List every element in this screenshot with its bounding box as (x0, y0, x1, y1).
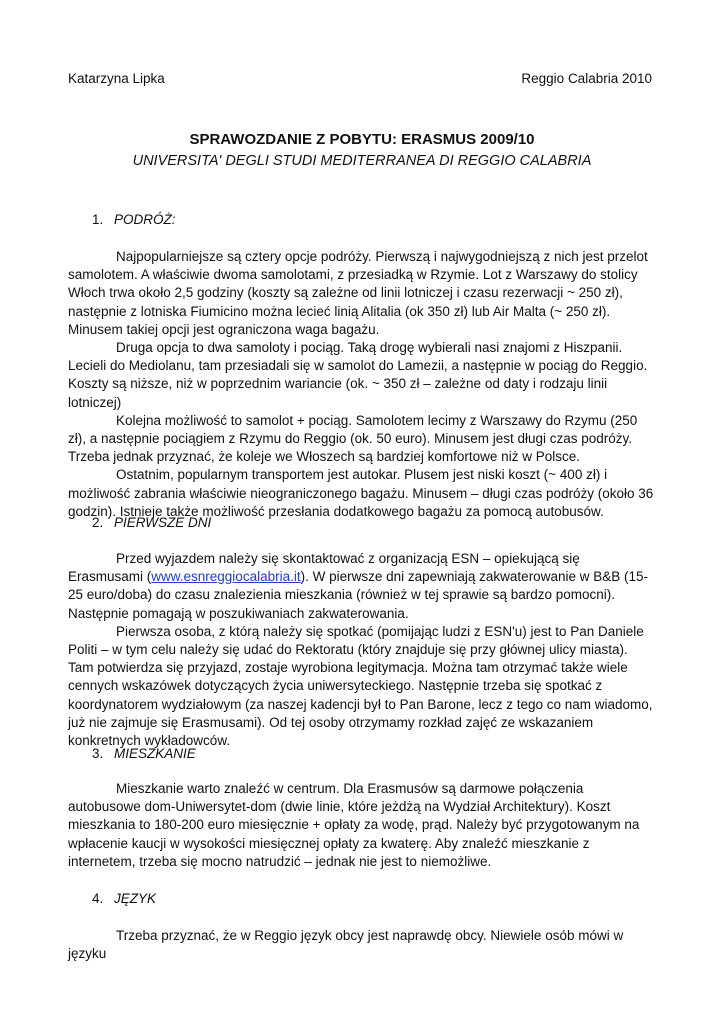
section-title: PIERWSZE DNI (114, 515, 212, 530)
paragraph (68, 550, 654, 623)
paragraph: Druga opcja to dwa samoloty i pociąg. Taką drogę wybierali nasi znajomi z Hiszpanii. Lecieli do Mediolanu, tam przesiadali się w samolot do Lamezii, a następnie w pociąg do Reggio. Koszty są niższe, niż w poprzednim wariancie (ok. ~ 350 zł – zależne od daty i rodzaju linii lotniczej) (68, 340, 648, 410)
title-block (0, 130, 724, 172)
document-title: SPRAWOZDANIE Z POBYTU: ERASMUS 2009/10 (189, 131, 535, 148)
paragraph: Ostatnim, popularnym transportem jest autokar. Plusem jest niski koszt (~ 400 zł) i możliwość zabrania właściwie nieograniczonego bagażu. Minusem – długi czas podróży (około 36 godzin). Istnieje także możliwość przesłania dodatkowego bagażu za pomocą autobusów. (68, 467, 654, 519)
section-heading-travel (92, 211, 176, 229)
page-header (68, 70, 652, 88)
paragraph: Mieszkanie warto znaleźć w centrum. Dla Erasmusów są darmowe połączenia autobusowe dom-Uniwersytet-dom (dwie linie, które jeżdżą na Wydział Architektury). Koszt mieszkania to 180-200 euro miesięcznie + opłaty za wodę, prąd. Należy być przygotowanym na wpłacenie kaucji w wysokości miesięcznej opłaty za kwaterę. Aby znaleźć mieszkanie z internetem, trzeba się mocno natrudzić – jednak nie jest to niemożliwe. (68, 781, 640, 869)
section-body-language (68, 927, 654, 963)
section-title: MIESZKANIE (114, 746, 196, 761)
esn-website-link[interactable]: www.esnreggiocalabria.it (151, 569, 301, 585)
paragraph: Pierwsza osoba, z którą należy się spotkać (pomijając ludzi z ESN'u) jest to Pan Daniele Politi – w tym celu należy się udać do Rektoratu (który znajduje się przy głównej ulicy miasta). Tam potwierdza się przyjazd, zostaje wyrobiona legitymacja. Można tam otrzymać także wiele cennych wskazówek dotyczących życia uniwersyteckiego. Następnie trzeba się spotkać z koordynatorem wydziałowym (za naszej kadencji był to Pan Barone, lecz z tego co nam wiadomo, już nie zajmuje się Erasmusami). Od tej osoby otrzymamy rozkład zajęć ze wskazaniem konkretnych wykładowców. (68, 623, 653, 749)
paragraph: Trzeba przyznać, że w Reggio język obcy jest naprawdę obcy. Niewiele osób mówi w języku (68, 928, 624, 962)
section-heading-first-days (92, 514, 211, 532)
place-date: Reggio Calabria 2010 (521, 71, 652, 86)
section-number: 3. (92, 746, 104, 761)
university-name: UNIVERSITA' DEGLI STUDI MEDITERRANEA DI REGGIO CALABRIA (132, 153, 592, 169)
section-body-travel (68, 248, 654, 521)
section-number: 4. (92, 891, 104, 906)
paragraph: Kolejna możliwość to samolot + pociąg. Samolotem lecimy z Warszawy do Rzymu (250 zł), a następnie pociągiem z Rzymu do Reggio (ok. 50 euro). Minusem jest długi czas podróży. Trzeba jednak przyznać, że koleje we Włoszech są bardziej komfortowe niż w Polsce. (68, 412, 638, 465)
section-heading-language (92, 890, 156, 908)
paragraph: Najpopularniejsze są cztery opcje podróży. Pierwszą i najwygodniejszą z nich jest przelot samolotem. A właściwie dwoma samolotami, z przesiadką w Rzymie. Lot z Warszawy do stolicy Włoch trwa około 2,5 godziny (koszty są zależne od linii lotniczej i czasu rezerwacji ~ 250 zł), następnie z lotniska Fiumicino można lecieć linią Alitalia (ok 350 zł) lub Air Malta (~ 250 zł). Minusem takiej opcji jest ograniczona waga bagażu. (68, 249, 648, 337)
author-name: Katarzyna Lipka (68, 71, 165, 86)
section-number: 1. (92, 212, 104, 227)
section-number: 2. (92, 515, 104, 530)
section-title: PODRÓŻ: (114, 212, 176, 227)
section-body-accommodation (68, 780, 654, 871)
section-body-first-days (68, 550, 654, 750)
section-title: JĘZYK (114, 891, 157, 906)
paragraph-text: Przed wyjazdem należy się skontaktować z organizacją ESN – opiekującą się Erasmusami ( (68, 551, 580, 585)
section-heading-accommodation (92, 745, 196, 763)
paragraph-text: ). W pierwsze dni zapewniają zakwaterowanie w B&B (15-25 euro/doba) do czasu znalezienia mieszkania (również w tej sprawie są bardzo pomocni). Następnie pomagają w poszukiwaniach zakwaterowania. (68, 569, 648, 621)
